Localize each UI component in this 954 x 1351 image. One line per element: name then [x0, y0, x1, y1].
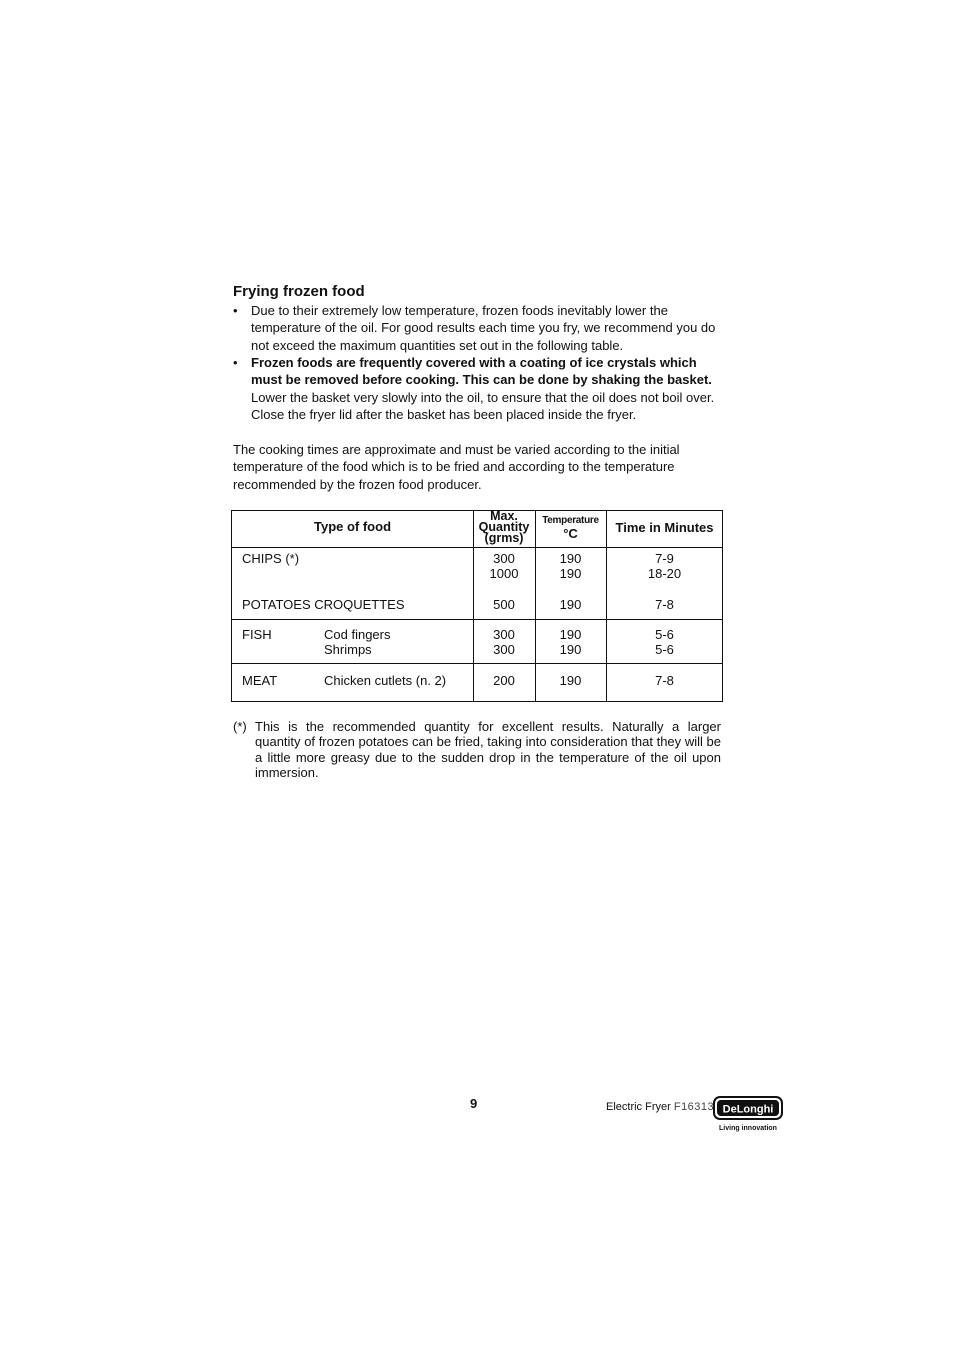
footnote-text: This is the recommended quantity for excellent results. Naturally a larger quantity of frozen potatoes can be fried, taking into consideration that they will be a little more greasy due to the sudden drop in the temperature of the oil upon immersion. [255, 719, 721, 781]
table-cell-category: CHIPS (*) [242, 551, 300, 566]
footnote [233, 719, 721, 781]
table-cell-quantity: 300 [493, 642, 515, 657]
page-number: 9 [470, 1096, 478, 1111]
table-cell-time: 5-6 [655, 642, 674, 657]
bullet-glyph: • [233, 355, 238, 370]
bullet-item [233, 354, 723, 424]
bullet-text [251, 354, 723, 424]
table-cell-category: FISH [242, 627, 272, 642]
table-cell-category: MEAT [242, 673, 278, 688]
table-cell-time: 7-8 [655, 673, 674, 688]
header-temp-unit: °C [563, 526, 578, 541]
table-cell-time: 7-9 [655, 551, 674, 566]
table-cell-temperature: 190 [559, 597, 582, 612]
header-qty-line: Quantity [478, 520, 530, 534]
model-code: F16313 [673, 1101, 715, 1113]
footnote-mark: (*) [233, 719, 247, 734]
footer-model-label [606, 1101, 714, 1113]
table-cell-temperature: 190 [559, 566, 582, 581]
table-cell-category: POTATOES CROQUETTES [242, 597, 405, 612]
table-cell-time: 5-6 [655, 627, 674, 642]
header-time-in-minutes: Time in Minutes [615, 520, 714, 535]
product-name: Electric Fryer [606, 1101, 671, 1113]
header-temp-line: Temperature [542, 515, 599, 526]
table-cell-time: 18-20 [647, 566, 682, 581]
table-cell-temperature: 190 [559, 673, 582, 688]
bullet-glyph: • [233, 303, 238, 318]
bullet-rest-text: Lower the basket very slowly into the oil, to ensure that the oil does not boil over. Close the fryer lid after the basket has been placed inside the fryer. [251, 389, 715, 423]
bullet-item [233, 302, 723, 354]
table-cell-temperature: 190 [559, 551, 582, 566]
table-cell-quantity: 300 [493, 551, 515, 566]
intro-paragraph: The cooking times are approximate and must be varied according to the initial temperature of the food which is to be fried and according to the temperature recommended by the frozen food producer. [233, 442, 680, 492]
header-max-quantity [473, 511, 535, 544]
table-cell-quantity: 500 [493, 597, 515, 612]
header-type-of-food: Type of food [313, 519, 392, 534]
table-cell-item: Cod fingers [324, 627, 391, 642]
table-cell-quantity: 300 [493, 627, 515, 642]
table-cell-time: 7-8 [655, 597, 674, 612]
table-cell-quantity: 1000 [489, 566, 519, 581]
row-divider [232, 619, 722, 620]
table-cell-temperature: 190 [559, 642, 582, 657]
frying-table [231, 510, 723, 702]
table-cell-item: Shrimps [324, 642, 372, 657]
section-title: Frying frozen food [233, 283, 365, 300]
row-divider [232, 663, 722, 664]
bullet-text: Due to their extremely low temperature, frozen foods inevitably lower the temperature of the oil. For good results each time you fry, we recommend you do not exceed the maximum quantities set out in the following table. [251, 303, 716, 353]
header-qty-line: (grms) [484, 531, 524, 545]
header-qty-line: Max. [490, 509, 518, 523]
table-cell-quantity: 200 [493, 673, 515, 688]
table-cell-temperature: 190 [559, 627, 582, 642]
table-cell-item: Chicken cutlets (n. 2) [324, 673, 447, 688]
brand-logo-text: DeLonghi [722, 1103, 774, 1116]
brand-logo [713, 1096, 783, 1134]
bullet-bold-text: Frozen foods are frequently covered with a coating of ice crystals which must be removed before cooking. This can be done by shaking the basket. [251, 355, 712, 388]
brand-tagline: Living innovation [719, 1125, 777, 1132]
header-temperature [535, 514, 606, 540]
row-divider [232, 547, 722, 548]
